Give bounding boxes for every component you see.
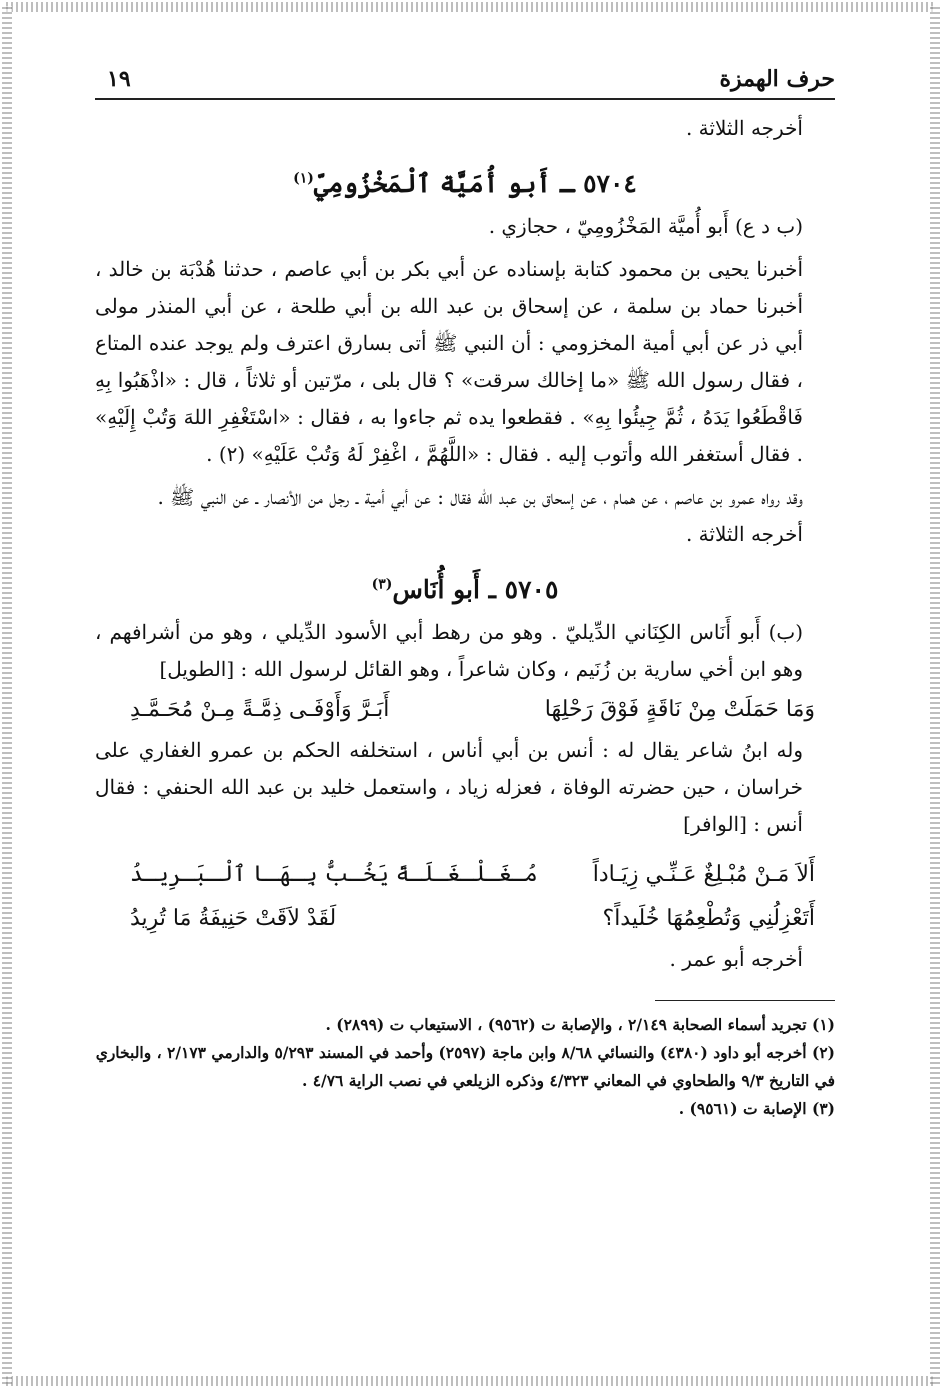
entry-5704-para2: وقد رواه عمرو بن عاصم ، عن همام ، عن إسحاق بن عبد الله فقال : عن أبي أمية ـ رجل من الأنصار ـ عن النبي ﷺ . <box>157 485 803 509</box>
footnote-ref-3: (٣) <box>371 576 393 593</box>
verse-hemistich-second: لَقَدْ لاَقَتْ حَنِيفَةُ مَا تُرِيدُ <box>130 906 337 931</box>
decorative-border-top <box>6 2 936 12</box>
entry-5704-line1: (ب د ع) أَبو أُميَّة المَخْزُومِيّ ، حجازي . <box>488 214 803 238</box>
entry-5705-title: ٥٧٠٥ ـ أَبو أُنَاس <box>392 575 559 604</box>
entry-5705-heading <box>95 575 835 604</box>
decorative-border-right <box>930 6 940 1384</box>
entry-5705-para1: (ب) أَبو أَنَاس الكِنَاني الدِّيليّ . وهو من رهط أبي الأسود الدِّيلي ، وهو من أشرافهم ، وهو ابن أخي سارية بن زُنَيم ، وكان شاعراً ، وهو القائل لرسول الله : [الطويل] <box>95 620 803 681</box>
entry-5704-title: ٥٧٠٤ ـ أَبو أُمَيَّة ٱلْمَخْزُومِيّ <box>313 169 637 198</box>
footnote-3: (٣) الإصابة ت (٩٥٦١) . <box>678 1099 835 1118</box>
verse-hemistich-first: أَلاَ مَـنْ مُبْـلِغٌ عَـنِّـي زِيَـاداً <box>592 862 815 887</box>
entry-5704-para1: أخبرنا يحيى بن محمود كتابة بإسناده عن أبي بكر بن أبي عاصم ، حدثنا هُدْبَة بن خالد ، أخبرنا حماد بن سلمة ، عن إسحاق بن عبد الله بن أبي طلحة ، عن أبي المنذر مولى أبي ذر عن أبي أمية المخزومي : أن النبي ﷺ أتى بسارق اعترف ولم يوجد عنده المتاع ، فقال رسول الله ﷺ «ما إخالك سرقت» ؟ قال بلى ، مرّتين أو ثلاثاً ، قال : «اذْهَبُوا بِهِ فَاقْطَعُوا يَدَهُ ، ثُمَّ جِيئُوا بِهِ» . فقطعوا يده ثم جاءوا به ، فقال : «اسْتَغْفِرِ اللهَ وَتُبْ إِلَيْهِ» . فقال أستغفر الله وأتوب إليه . فقال : «اللَّهُمَّ ، اغْفِرْ لَهُ وَتُبْ عَلَيْهِ» (٢) . <box>95 257 803 466</box>
book-page <box>95 60 835 1123</box>
page-number: ١٩ <box>107 66 131 92</box>
intro-line: أخرجه الثلاثة . <box>685 116 803 140</box>
verse-hemistich-second: أَبَـرَّ وَأَوْفَـى ذِمَّـةً مِـنْ مُحَـمَّـدِ <box>130 697 390 722</box>
decorative-border-bottom <box>6 1376 936 1386</box>
entry-5705-para2: وله ابنُ شاعر يقال له : أنس بن أبي أناس ، استخلفه الحكم بن عمرو الغفاري على خراسان ، حين حضرته الوفاة ، فعزله زياد ، واستعمل خليد بن عبد الله الحنفي : فقال أنس : [الوافر] <box>95 738 803 836</box>
footnote-1: (١) تجريد أسماء الصحابة ٢/١٤٩ ، والإصابة ت (٩٥٦٢) ، الاستيعاب ت (٢٨٩٩) . <box>325 1015 835 1034</box>
verse-line <box>95 897 835 941</box>
decorative-border-left <box>2 6 12 1384</box>
footnote-rule <box>655 1000 835 1001</box>
footnote-2: (٢) أخرجه أبو داود (٤٣٨٠) والنسائي ٨/٦٨ وابن ماجة (٢٥٩٧) وأحمد في المسند ٥/٢٩٣ والدارمي ٢/١٧٣ ، والبخاري في التاريخ ٩/٣ والطحاوي في المعاني ٤/٣٢٣ وذكره الزيلعي في نصب الراية ٤/٧٦ . <box>95 1043 835 1090</box>
entry-5704-heading <box>95 169 835 198</box>
verse-hemistich-first: أَتَعْزِلُنِي وَتُطْعِمُهَا خُلَيداً؟ <box>602 906 815 931</box>
header-rule <box>95 98 835 100</box>
verse-line <box>95 688 835 732</box>
running-head: حرف الهمزة <box>719 66 835 92</box>
verse-hemistich-second: مُـغَـلْـغَـلَـةً يَخُـبُّ بِـهَـا ٱلْـبَـرِيـدُ <box>130 862 538 887</box>
entry-5705-closing: أخرجه أبو عمر . <box>669 947 803 971</box>
verse-line <box>95 853 835 897</box>
entry-5704-closing: أخرجه الثلاثة . <box>685 522 803 546</box>
page-header <box>95 60 835 94</box>
footnote-ref-1: (١) <box>293 170 314 187</box>
verse-hemistich-first: وَمَا حَمَلَتْ مِنْ نَاقَةٍ فَوْقَ رَحْلِهَا <box>544 697 815 722</box>
